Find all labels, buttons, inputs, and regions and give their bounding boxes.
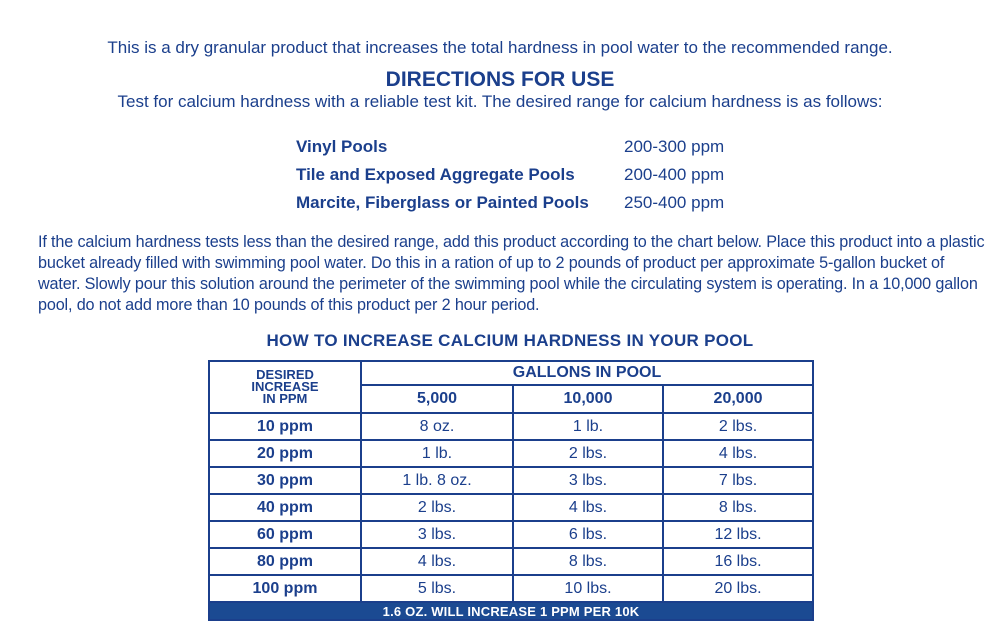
table-row <box>209 467 813 494</box>
volume-header: 20,000 <box>663 385 813 413</box>
dose-cell: 8 oz. <box>361 413 513 440</box>
table-row <box>209 575 813 602</box>
ppm-cell: 40 ppm <box>209 494 361 521</box>
dose-cell: 12 lbs. <box>663 521 813 548</box>
dose-cell: 16 lbs. <box>663 548 813 575</box>
range-row <box>296 133 756 161</box>
pool-range: 200-300 ppm <box>624 137 725 156</box>
dose-cell: 8 lbs. <box>513 548 663 575</box>
intro-text: This is a dry granular product that increases the total hardness in pool water to the recommended range. <box>107 38 893 57</box>
dose-cell: 3 lbs. <box>513 467 663 494</box>
range-row <box>296 161 756 189</box>
dose-cell: 1 lb. 8 oz. <box>361 467 513 494</box>
dose-cell: 20 lbs. <box>663 575 813 602</box>
pool-range: 200-400 ppm <box>624 165 725 184</box>
volume-header: 5,000 <box>361 385 513 413</box>
dose-cell: 5 lbs. <box>361 575 513 602</box>
table-row <box>209 440 813 467</box>
ppm-cell: 60 ppm <box>209 521 361 548</box>
dose-cell: 6 lbs. <box>513 521 663 548</box>
pool-type: Marcite, Fiberglass or Painted Pools <box>296 193 589 212</box>
volume-header: 10,000 <box>513 385 663 413</box>
dose-cell: 4 lbs. <box>513 494 663 521</box>
hardness-range-table <box>296 133 756 217</box>
dose-cell: 8 lbs. <box>663 494 813 521</box>
dose-cell: 2 lbs. <box>663 413 813 440</box>
pool-type: Tile and Exposed Aggregate Pools <box>296 165 575 184</box>
pool-range: 250-400 ppm <box>624 193 725 212</box>
ppm-cell: 30 ppm <box>209 467 361 494</box>
ppm-cell: 20 ppm <box>209 440 361 467</box>
ppm-cell: 80 ppm <box>209 548 361 575</box>
directions-title: DIRECTIONS FOR USE <box>385 68 615 91</box>
pool-type: Vinyl Pools <box>296 137 388 156</box>
ppm-cell: 10 ppm <box>209 413 361 440</box>
range-row <box>296 189 756 217</box>
dose-cell: 2 lbs. <box>513 440 663 467</box>
desired-header-line: IN PPM <box>262 391 308 406</box>
table-row <box>209 494 813 521</box>
table-row <box>209 521 813 548</box>
desired-increase-header <box>209 361 361 413</box>
gallons-header: GALLONS IN POOL <box>361 361 813 385</box>
dose-cell: 1 lb. <box>513 413 663 440</box>
chart-title: HOW TO INCREASE CALCIUM HARDNESS IN YOUR POOL <box>266 331 754 350</box>
chart-footer-note: 1.6 OZ. WILL INCREASE 1 PPM PER 10K <box>209 602 813 620</box>
dosage-chart <box>208 360 814 621</box>
dose-cell: 2 lbs. <box>361 494 513 521</box>
dose-cell: 3 lbs. <box>361 521 513 548</box>
table-row <box>209 413 813 440</box>
dose-cell: 4 lbs. <box>361 548 513 575</box>
desired-header-line: INCREASE <box>251 379 319 394</box>
dose-cell: 7 lbs. <box>663 467 813 494</box>
desired-header-line: DESIRED <box>256 367 314 382</box>
dose-cell: 4 lbs. <box>663 440 813 467</box>
instructions-paragraph: If the calcium hardness tests less than the desired range, add this product according to the chart below. Place this product into a plastic bucket already filled with swimming pool water. Do this in a ration of up to 2 pounds of product per approximate 5-gallon bucket of water. Slowly pour this solution around the perimeter of the swimming pool while the circulating system is operating. In a 10,000 gallon pool, do not add more than 10 pounds of this product per 2 hour period. <box>38 233 985 314</box>
dose-cell: 1 lb. <box>361 440 513 467</box>
table-row <box>209 548 813 575</box>
directions-subtitle: Test for calcium hardness with a reliable test kit. The desired range for calcium hardness is as follows: <box>117 92 883 111</box>
dose-cell: 10 lbs. <box>513 575 663 602</box>
ppm-cell: 100 ppm <box>209 575 361 602</box>
